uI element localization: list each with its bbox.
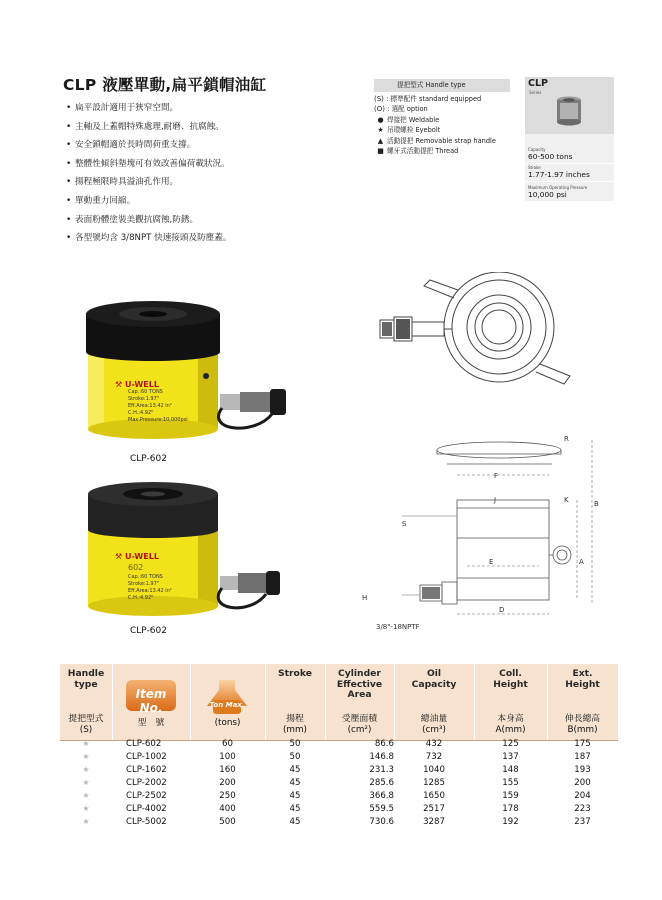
- handle-type-row: (O) : 選配 option: [374, 105, 428, 114]
- circle-icon: ●: [377, 115, 384, 124]
- page-title: CLP 液壓單動,扁平鎖帽油缸: [63, 76, 267, 94]
- subheader-coll: 本身高 A(mm): [495, 714, 526, 735]
- square-icon: ■: [377, 146, 384, 155]
- subheader-handle: 提把型式 (S): [68, 714, 104, 735]
- table-row: ★ CLP-5002 500 45 730.6 3287 192 237: [60, 816, 618, 829]
- subheader-oil: 總油量 (cm³): [420, 714, 448, 735]
- ton-max-badge: Ton Max.: [203, 676, 251, 716]
- header-cylinder-area: Cylinder Effective Area: [336, 668, 383, 700]
- dim-label-j: J: [494, 496, 497, 504]
- table-row: ★ CLP-1602 160 45 231.3 1040 148 193: [60, 764, 618, 777]
- stroke-value: 1.77-1.97 inches: [528, 170, 590, 179]
- star-icon: ★: [82, 752, 90, 761]
- subheader-stroke: 揚程 (mm): [282, 714, 307, 735]
- spec-model: CLP: [528, 78, 548, 89]
- dim-label-r: R: [564, 435, 569, 443]
- star-icon: ★: [82, 804, 90, 813]
- feature-item: • 安全鎖帽適於長時間荷重支撐。: [66, 140, 196, 151]
- handle-type-row: (S) : 標準配件 standard equipped: [374, 95, 482, 103]
- star-icon: ★: [82, 778, 90, 787]
- handle-type-row: ★ 吊環螺栓 Eyebolt: [374, 125, 510, 135]
- photo2-model: 602: [128, 563, 144, 572]
- star-icon: ★: [82, 765, 90, 774]
- port-label: 3/8"-18NPTF: [376, 623, 420, 630]
- capacity-value: 60-500 tons: [528, 152, 573, 161]
- dim-label-k: K: [564, 496, 569, 504]
- feature-list: [66, 103, 231, 252]
- feature-item: • 表面粉體塗裝美觀抗腐蝕,防銹。: [66, 214, 199, 225]
- subheader-model: 型 號: [137, 718, 165, 728]
- cylinder-photo-1: [80, 296, 310, 446]
- nameplate-2: Cap.:60 TONS Stroke:1.97" Eff.Area:13.42 in² C.H.:4.92": [128, 574, 172, 601]
- top-view-drawing: [372, 272, 602, 412]
- side-view-drawing: [362, 430, 602, 630]
- table-row: ★ CLP-2002 200 45 285.6 1285 155 200: [60, 777, 618, 790]
- dim-label-e: E: [489, 558, 494, 566]
- handle-type-row: ■ 螺牙式活動提把 Thread: [374, 146, 510, 156]
- handle-type-row: ▲ 活動提把 Removable strap handle: [374, 136, 510, 146]
- subheader-tons: (tons): [214, 718, 241, 728]
- star-icon: ★: [377, 126, 384, 135]
- spec-panel-top: [525, 77, 614, 134]
- spec-panel: [525, 77, 614, 201]
- pressure-value: 10,000 psi: [528, 190, 567, 199]
- handle-type-header: 提把型式 Handle type: [374, 79, 510, 92]
- header-oil-capacity: Oil Capacity: [411, 668, 457, 690]
- photo-caption: CLP-602: [130, 626, 167, 636]
- cylinder-icon: [549, 94, 589, 128]
- stroke-label: Stroke: [528, 165, 541, 170]
- feature-item: • 各型號均含 3/8NPT 快速接頭及防塵蓋。: [66, 233, 232, 244]
- header-ext-height: Ext. Height: [565, 668, 600, 690]
- spec-table: [60, 664, 618, 830]
- table-row: ★ CLP-602 60 50 86.6 432 125 175: [60, 738, 618, 751]
- triangle-icon: ▲: [377, 136, 384, 145]
- subheader-area: 受壓面積 (cm²): [341, 714, 378, 735]
- header-coll-height: Coll. Height: [493, 668, 528, 690]
- header-handle: Handle type: [67, 668, 105, 690]
- dim-label-s: S: [402, 520, 407, 528]
- subheader-ext: 伸長總高 B(mm): [564, 714, 601, 735]
- photo-caption: CLP-602: [130, 454, 167, 464]
- spec-series-label: Series: [529, 90, 542, 95]
- brand-label: ⚒ U-WELL: [115, 380, 159, 389]
- dim-label-f: F: [494, 472, 499, 480]
- dim-label-h: H: [362, 594, 368, 602]
- dim-label-b: B: [594, 500, 599, 508]
- table-row: ★ CLP-1002 100 50 146.8 732 137 187: [60, 751, 618, 764]
- table-row: ★ CLP-4002 400 45 559.5 2517 178 223: [60, 803, 618, 816]
- nameplate-1: Cap.:60 TONS Stroke:1.97" Eff.Area:13.42 in² C.H.:4.92" Max.Pressure:10,000psi: [128, 389, 188, 423]
- feature-item: • 主軸及上蓋帽特殊處理,耐磨、抗腐蝕。: [66, 121, 224, 132]
- handle-type-row: ● 焊接把 Weldable: [374, 115, 510, 125]
- dim-label-d: D: [499, 606, 505, 614]
- star-icon: ★: [82, 739, 90, 748]
- handle-type-legend: [374, 79, 510, 156]
- feature-item: • 扁平設計適用于狹窄空間。: [66, 103, 179, 113]
- table-row: ★ CLP-2502 250 45 366.8 1650 159 204: [60, 790, 618, 803]
- pressure-label: Maximum Operating Pressure: [528, 185, 588, 190]
- feature-item: • 整體性傾斜墊塊可有效改善偏荷載狀況。: [66, 158, 230, 169]
- brand-label: ⚒ U-WELL: [115, 552, 159, 561]
- feature-item: • 單動重力回縮。: [66, 195, 136, 206]
- header-stroke: Stroke: [278, 668, 312, 679]
- item-no-badge: Item No.: [126, 680, 176, 711]
- dim-label-a: A: [579, 558, 584, 566]
- star-icon: ★: [82, 791, 90, 800]
- star-icon: ★: [82, 817, 90, 826]
- capacity-label: Capacity: [528, 147, 546, 152]
- feature-item: • 揚程極限時具溢油孔作用。: [66, 177, 179, 188]
